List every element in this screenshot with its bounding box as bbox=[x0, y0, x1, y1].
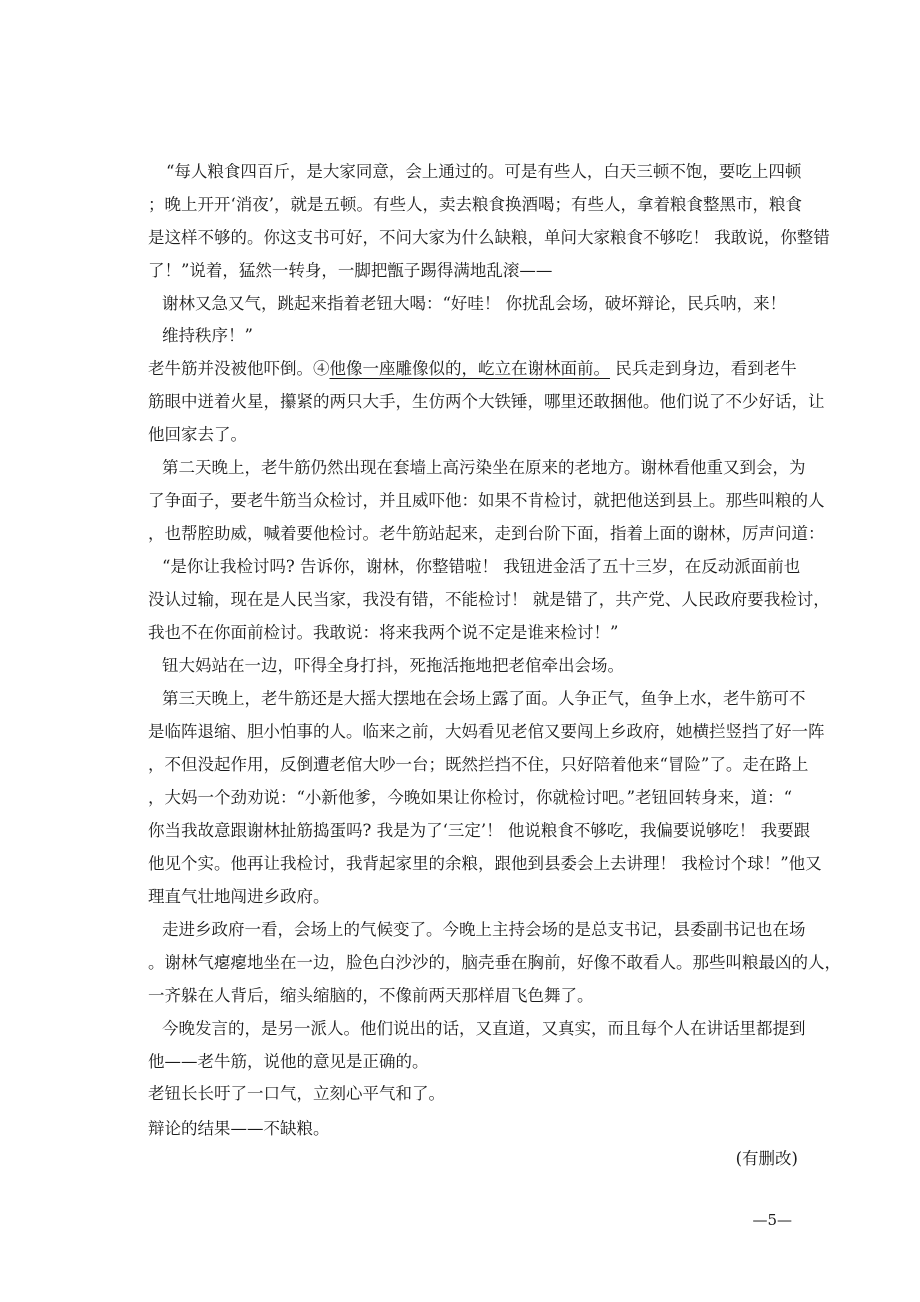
text-line: 第三天晚上，老牛筋还是大摇大摆地在会场上露了面。人争正气，鱼争上水，老牛筋可不 bbox=[162, 689, 806, 708]
underlined-sentence: 他像一座雕像似的，屹立在谢林面前。 bbox=[329, 359, 610, 378]
text-line: 他——老牛筋，说他的意见是正确的。 bbox=[148, 1052, 429, 1071]
source-note: (有删改) bbox=[735, 1149, 798, 1168]
text-segment: 老牛筋并没被他吓倒。④ bbox=[148, 359, 330, 378]
text-line: 你当我故意跟谢林扯筋捣蛋吗? 我是为了‘三定’！ 他说粮食不够吃，我偏要说够吃！ 我要跟 bbox=[148, 821, 811, 840]
page-number: —5— bbox=[752, 1211, 792, 1229]
text-line: ，也帮腔助威，喊着要他检讨。老牛筋站起来，走到台阶下面，指着上面的谢林，厉声问道： bbox=[148, 524, 825, 543]
text-line: 是这样不够的。你这支书可好，不问大家为什么缺粮，单问大家粮食不够吃！ 我敢说，你整错 bbox=[148, 228, 830, 247]
text-line: ，不但没起作用，反倒遭老倌大吵一台；既然拦挡不住，只好陪着他来“冒险”了。走在路上 bbox=[148, 755, 809, 774]
text-line: ；晚上开开‘消夜’，就是五顿。有些人，卖去粮食换酒喝；有些人，拿着粮食整黑市，粮食 bbox=[148, 195, 802, 214]
text-line: 一齐躲在人背后，缩头缩脑的，不像前两天那样眉飞色舞了。 bbox=[148, 986, 594, 1005]
text-line: 我也不在你面前检讨。我敢说：将来我两个说不定是谁来检讨！” bbox=[148, 623, 619, 642]
text-line: 筋眼中迸着火星，攥紧的两只大手，生仿两个大铁锤，哪里还敢捆他。他们说了不少好话，让 bbox=[148, 392, 825, 411]
text-line: 理直气壮地闯进乡政府。 bbox=[148, 887, 330, 906]
text-line: 了！”说着，猛然一转身，一脚把甑子踢得满地乱滚—— bbox=[148, 261, 553, 280]
text-line: 第二天晚上，老牛筋仍然出现在套墙上高污染坐在原来的老地方。谢林看他重又到会，为 bbox=[162, 458, 806, 477]
text-line: 了争面子，要老牛筋当众检讨，并且威吓他：如果不肯检讨，就把他送到县上。那些叫粮的人 bbox=[148, 491, 825, 510]
text-line: “是你让我检讨吗? 告诉你，谢林，你整错啦！ 我钮进金活了五十三岁，在反动派面前也 bbox=[162, 557, 801, 576]
text-line: 钮大妈站在一边，吓得全身打抖，死拖活拖地把老倌牵出会场。 bbox=[162, 656, 624, 675]
text-line bbox=[148, 357, 920, 381]
text-line: 他回家去了。 bbox=[148, 425, 247, 444]
text-line: 。谢林气瘪瘪地坐在一边，脸色白沙沙的，脑壳垂在胸前，好像不敢看人。那些叫粮最凶的人， bbox=[148, 953, 841, 972]
text-line: 老钮长长吁了一口气，立刻心平气和了。 bbox=[148, 1084, 445, 1103]
text-line: 辩论的结果——不缺粮。 bbox=[148, 1119, 330, 1138]
text-line: 他见个实。他再让我检讨，我背起家里的余粮，跟他到县委会上去讲理！ 我检讨个球！”他又 bbox=[148, 854, 822, 873]
text-line: 没认过输，现在是人民当家，我没有错，不能检讨！ 就是错了，共产党、人民政府要我检讨， bbox=[148, 590, 830, 609]
text-segment: 民兵走到身边，看到老牛 bbox=[610, 359, 797, 378]
text-line: 今晚发言的，是另一派人。他们说出的话，又直道，又真实，而且每个人在讲话里都提到 bbox=[162, 1019, 806, 1038]
text-line: 谢林又急又气，跳起来指着老钮大喝：“好哇！ 你扰乱会场，破坏辩论，民兵呐，来！ bbox=[162, 294, 787, 313]
text-line: ，大妈一个劲劝说：“小新他爹，今晚如果让你检讨，你就检讨吧。”老钮回转身来，道：“ bbox=[148, 788, 793, 807]
text-line: 走进乡政府一看，会场上的气候变了。今晚上主持会场的是总支书记，县委副书记也在场 bbox=[162, 920, 806, 939]
text-line: “每人粮食四百斤，是大家同意，会上通过的。可是有些人，白天三顿不饱，要吃上四顿 bbox=[166, 162, 802, 181]
text-line: 是临阵退缩、胆小怕事的人。临来之前，大妈看见老倌又要闯上乡政府，她横拦竖挡了好一阵 bbox=[148, 722, 825, 741]
text-line: 维持秩序！” bbox=[162, 326, 253, 345]
